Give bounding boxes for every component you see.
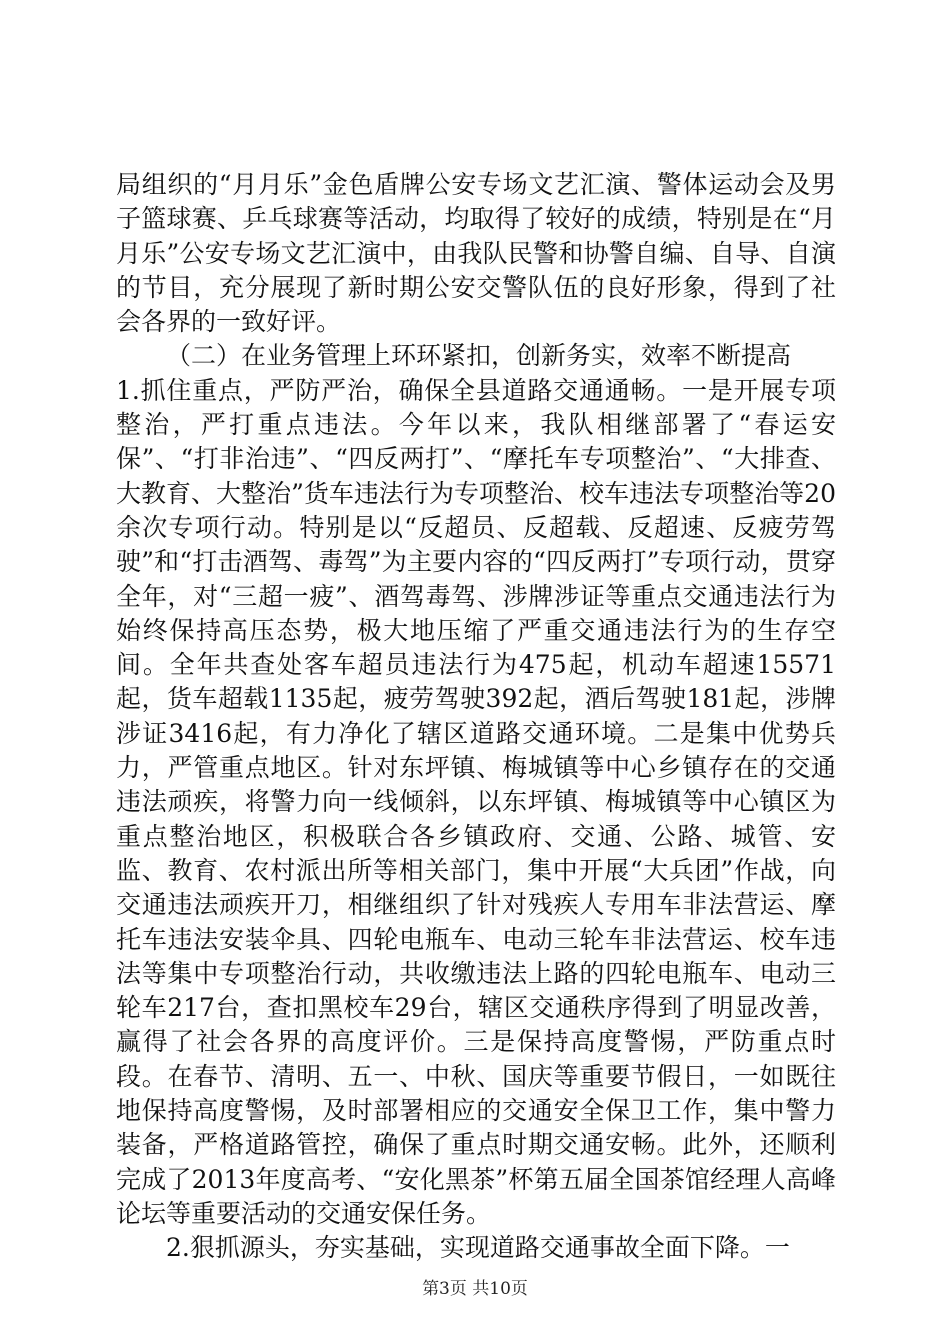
paragraph-continued: 局组织的“月月乐”金色盾牌公安专场文艺汇演、警体运动会及男子篮球赛、乒乓球赛等活动，均取得了较好的成绩，特别是在“月月乐”公安专场文艺汇演中，由我队民警和协警自编、自导、自演的节目，充分展现了新时期公安交警队伍的良好形象，得到了社会各界的一致好评。 bbox=[116, 170, 836, 337]
page-number-footer: 第3页 共10页 bbox=[422, 1279, 528, 1299]
section-heading: （二）在业务管理上环环紧扣，创新务实，效率不断提高 bbox=[166, 341, 792, 371]
paragraph-item-1: 1.抓住重点，严防严治，确保全县道路交通通畅。一是开展专项整治，严打重点违法。今年以来，我队相继部署了“春运安保”、“打非治违”、“四反两打”、“摩托车专项整治”、“大排查、大教育、大整治”货车违法行为专项整治、校车违法专项整治等20余次专项行动。特别是以“反超员、反超载、反超速、反疲劳驾驶”和“打击酒驾、毒驾”为主要内容的“四反两打”专项行动，贯穿全年，对“三超一疲”、酒驾毒驾、涉牌涉证等重点交通违法行为始终保持高压态势，极大地压缩了严重交通违法行为的生存空间。全年共查处客车超员违法行为475起，机动车超速15571起，货车超载1135起，疲劳驾驶392起，酒后驾驶181起，涉牌涉证3416起，有力净化了辖区道路交通环境。二是集中优势兵力，严管重点地区。针对东坪镇、梅城镇等中心乡镇存在的交通违法顽疾，将警力向一线倾斜，以东坪镇、梅城镇等中心镇区为重点整治地区，积极联合各乡镇政府、交通、公路、城管、安监、教育、农村派出所等相关部门，集中开展“大兵团”作战，向交通违法顽疾开刀，相继组织了针对残疾人专用车非法营运、摩托车违法安装伞具、四轮电瓶车、电动三轮车非法营运、校车违法等集中专项整治行动，共收缴违法上路的四轮电瓶车、电动三轮车217台，查扣黑校车29台，辖区交通秩序得到了明显改善，赢得了社会各界的高度评价。三是保持高度警惕，严防重点时段。在春节、清明、五一、中秋、国庆等重要节假日，一如既往地保持高度警惕，及时部署相应的交通安全保卫工作，集中警力装备，严格道路管控，确保了重点时期交通安畅。此外，还顺利完成了2013年度高考、“安化黑茶”杯第五届全国茶馆经理人高峰论坛等重要活动的交通安保任务。 bbox=[116, 375, 836, 1228]
paragraph-item-2: 2.狠抓源头，夯实基础，实现道路交通事故全面下降。一 bbox=[166, 1233, 790, 1263]
document-body bbox=[116, 168, 836, 1266]
